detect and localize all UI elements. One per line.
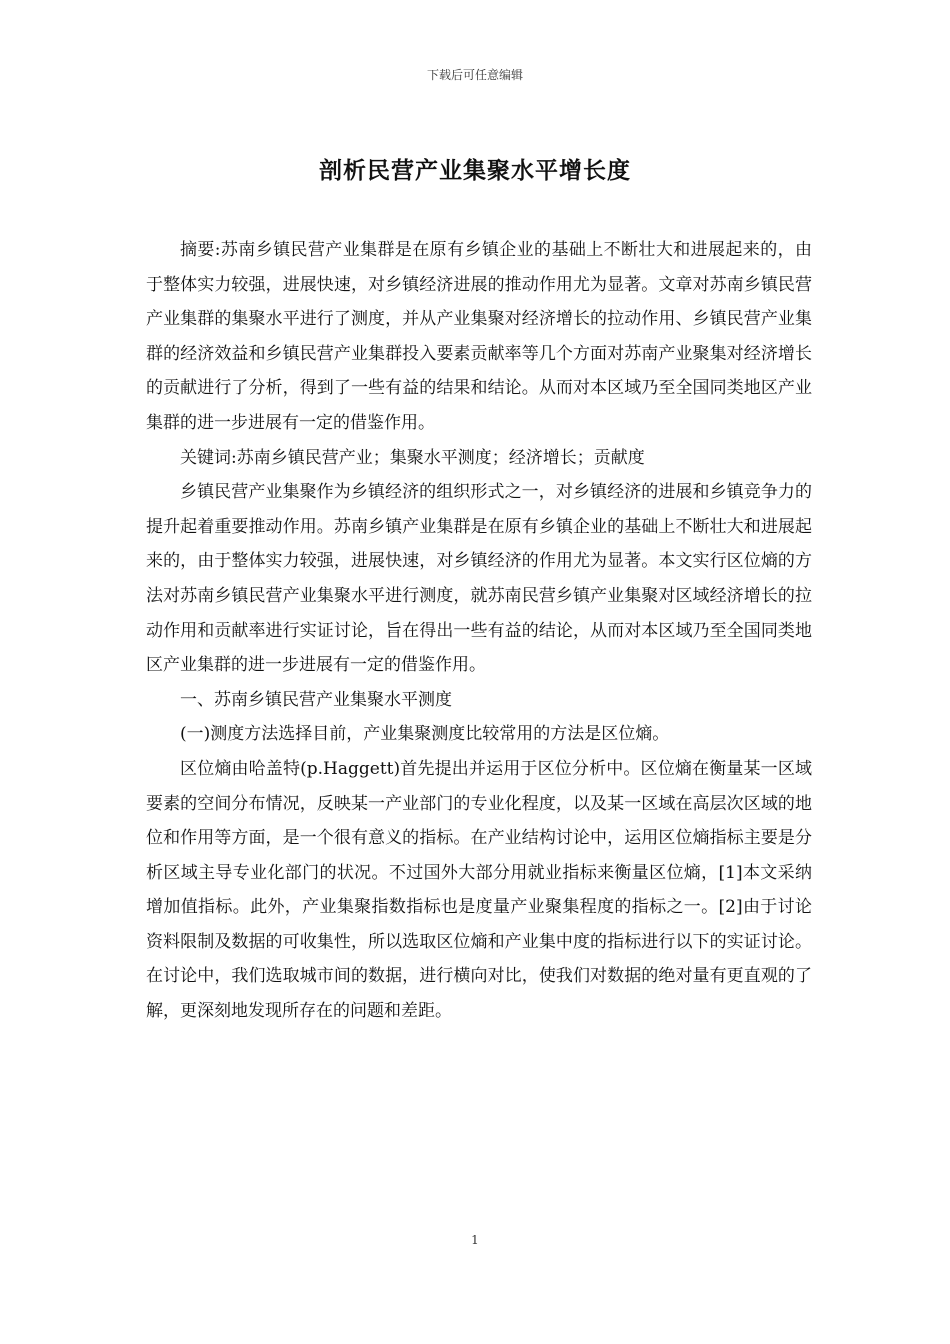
page-number: 1 — [471, 1233, 479, 1247]
abstract-paragraph: 摘要:苏南乡镇民营产业集群是在原有乡镇企业的基础上不断壮大和进展起来的，由于整体实力较强，进展快速，对乡镇经济进展的推动作用尤为显著。文章对苏南乡镇民营产业集群的集聚水平进行了测度，并从产业集聚对经济增长的拉动作用、乡镇民营产业集群的经济效益和乡镇民营产业集群投入要素贡献率等几个方面对苏南产业聚集对经济增长的贡献进行了分析，得到了一些有益的结果和结论。从而对本区域乃至全国同类地区产业集群的进一步进展有一定的借鉴作用。 — [146, 240, 812, 433]
document-title: 剖析民营产业集聚水平增长度 — [319, 158, 631, 184]
header-note: 下载后可任意编辑 — [426, 68, 523, 82]
subsection-heading: (一)测度方法选择目前，产业集聚测度比较常用的方法是区位熵。 — [180, 724, 670, 745]
body-paragraph: 区位熵由哈盖特(p.Haggett)首先提出并运用于区位分析中。区位熵在衡量某一区域要素的空间分布情况，反映某一产业部门的专业化程度，以及某一区域在高层次区域的地位和作用等方面，是一个很有意义的指标。在产业结构讨论中，运用区位熵指标主要是分析区域主导专业化部门的状况。不过国外大部分用就业指标来衡量区位熵，[1]本文采纳增加值指标。此外，产业集聚指数指标也是度量产业聚集程度的指标之一。[2]由于讨论资料限制及数据的可收集性，所以选取区位熵和产业集中度的指标进行以下的实证讨论。在讨论中，我们选取城市间的数据，进行横向对比，使我们对数据的绝对量有更直观的了解，更深刻地发现所存在的问题和差距。 — [146, 758, 812, 1022]
document-body — [146, 233, 812, 1029]
intro-paragraph: 乡镇民营产业集聚作为乡镇经济的组织形式之一，对乡镇经济的进展和乡镇竞争力的提升起着重要推动作用。苏南乡镇产业集群是在原有乡镇企业的基础上不断壮大和进展起来的，由于整体实力较强，进展快速，对乡镇经济的作用尤为显著。本文实行区位熵的方法对苏南乡镇民营产业集聚水平进行测度，就苏南民营乡镇产业集聚对区域经济增长的拉动作用和贡献率进行实证讨论，旨在得出一些有益的结论，从而对本区域乃至全国同类地区产业集群的进一步进展有一定的借鉴作用。 — [146, 482, 812, 676]
keywords-paragraph: 关键词:苏南乡镇民营产业；集聚水平测度；经济增长；贡献度 — [180, 447, 645, 468]
section-heading: 一、苏南乡镇民营产业集聚水平测度 — [180, 689, 452, 710]
